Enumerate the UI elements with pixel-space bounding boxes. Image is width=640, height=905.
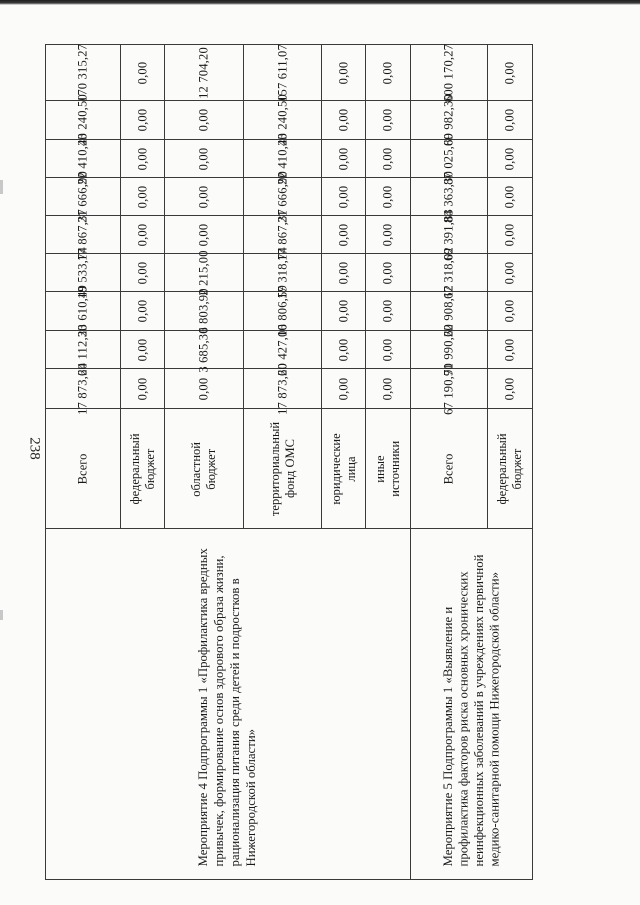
- table-cell: 69 391,83: [411, 216, 488, 254]
- table-cell: 0,00: [366, 45, 411, 101]
- table-cell: 22 410,40: [46, 140, 121, 178]
- table-cell: 6 803,90: [165, 292, 244, 331]
- table-cell: 157 611,07: [244, 45, 322, 101]
- measure-title-cell: [411, 529, 533, 880]
- table-cell: 0,00: [366, 178, 411, 216]
- table-cell: 23 610,49: [46, 292, 121, 331]
- table-cell: 23 240,50: [244, 101, 322, 140]
- source-cell: [121, 409, 165, 529]
- source-label: Всего: [75, 453, 90, 484]
- table-cell: 67 318,02: [411, 254, 488, 292]
- table-cell: 0,00: [121, 178, 165, 216]
- table-row: [46, 409, 533, 529]
- table-cell: 0,00: [121, 369, 165, 409]
- table-cell: 600 170,27: [411, 45, 488, 101]
- table-cell: 0,00: [165, 140, 244, 178]
- table-cell: 0,00: [165, 101, 244, 140]
- measure-5-title: Мероприятие 5 Подпрограммы 1 «Выявление и профилактика факторов риска основных хронических неинфекционных заболеваний в учреждениях первичной медико-санитарной помощи Нижегородской области»: [440, 554, 502, 867]
- scan-mark: [0, 180, 3, 194]
- table-cell: 17 873,60: [244, 369, 322, 409]
- measure-4-title: Мероприятие 4 Подпрограммы 1 «Профилактика вредных привычек, формирование основ здорового образа жизни, рационализация питания среди детей и подростков в Нижегородской области»: [196, 548, 258, 867]
- table-cell: 0,00: [366, 140, 411, 178]
- table-cell: 0,00: [488, 45, 533, 101]
- page-number: 238: [26, 437, 43, 460]
- table-cell: 0,00: [488, 101, 533, 140]
- table-cell: 2 215,00: [165, 254, 244, 292]
- table-cell: 0,00: [488, 369, 533, 409]
- table-cell: 0,00: [121, 254, 165, 292]
- table-cell: 71 990,20: [411, 331, 488, 369]
- table-cell: 0,00: [322, 45, 366, 101]
- table-cell: 17 867,37: [46, 216, 121, 254]
- table-cell: 0,00: [165, 369, 244, 409]
- source-cell: [165, 409, 244, 529]
- table-cell: 0,00: [322, 292, 366, 331]
- table-cell: 0,00: [322, 216, 366, 254]
- table-cell: 24 112,30: [46, 331, 121, 369]
- table-cell: 22 410,40: [244, 140, 322, 178]
- table-cell: 0,00: [488, 292, 533, 331]
- scan-mark: [0, 610, 3, 620]
- table-row: [46, 45, 533, 101]
- table-cell: 23 240,50: [46, 101, 121, 140]
- table-cell: 0,00: [121, 101, 165, 140]
- table-cell: 0,00: [366, 292, 411, 331]
- table-cell: 84 363,30: [411, 178, 488, 216]
- table-cell: 0,00: [121, 331, 165, 369]
- table-cell: 0,00: [322, 369, 366, 409]
- table-cell: 21 666,90: [244, 178, 322, 216]
- source-cell: [322, 409, 366, 529]
- source-label: Всего: [441, 453, 456, 484]
- source-label: федеральный бюджет: [494, 432, 524, 505]
- source-label: территориальный фонд ОМС: [267, 421, 297, 516]
- table-cell: 62 908,12: [411, 292, 488, 331]
- source-cell: [366, 409, 411, 529]
- table-row: [46, 529, 533, 880]
- table-cell: 0,00: [488, 254, 533, 292]
- table-cell: 12 704,20: [165, 45, 244, 101]
- table-cell: 0,00: [366, 216, 411, 254]
- table-cell: 17 873,60: [46, 369, 121, 409]
- table-cell: 20 427,00: [244, 331, 322, 369]
- table-cell: 17 318,74: [244, 254, 322, 292]
- table-cell: 17 867,37: [244, 216, 322, 254]
- table-cell: 0,00: [322, 140, 366, 178]
- table-cell: 21 666,90: [46, 178, 121, 216]
- table-cell: 19 533,74: [46, 254, 121, 292]
- table-cell: 170 315,27: [46, 45, 121, 101]
- measure-title-cell: [46, 529, 411, 880]
- source-label: областной бюджет: [188, 441, 218, 496]
- financing-table: [45, 44, 533, 880]
- table-cell: 3 685,30: [165, 331, 244, 369]
- table-cell: 0,00: [322, 254, 366, 292]
- table-cell: 0,00: [121, 140, 165, 178]
- table-cell: 0,00: [322, 178, 366, 216]
- source-cell: [46, 409, 121, 529]
- table-cell: 0,00: [488, 331, 533, 369]
- source-label: федеральный бюджет: [127, 432, 157, 505]
- source-cell: [411, 409, 488, 529]
- source-label: юридические лица: [328, 432, 358, 505]
- table-cell: 0,00: [121, 292, 165, 331]
- source-cell: [244, 409, 322, 529]
- table-cell: 16 806,59: [244, 292, 322, 331]
- table-cell: 0,00: [165, 178, 244, 216]
- table-cell: 0,00: [121, 45, 165, 101]
- source-label: иные источники: [372, 440, 402, 497]
- table-cell: 67 190,90: [411, 369, 488, 409]
- table-cell: 89 982,30: [411, 101, 488, 140]
- table-row: [46, 369, 533, 409]
- table-cell: 0,00: [322, 331, 366, 369]
- scan-top-edge: [0, 0, 640, 5]
- table-cell: 0,00: [366, 369, 411, 409]
- table-cell: 0,00: [488, 216, 533, 254]
- table-cell: 0,00: [366, 254, 411, 292]
- table-cell: 0,00: [121, 216, 165, 254]
- table-cell: 87 025,60: [411, 140, 488, 178]
- table-cell: 0,00: [366, 101, 411, 140]
- source-cell: [488, 409, 533, 529]
- table-cell: 0,00: [366, 331, 411, 369]
- table-cell: 0,00: [322, 101, 366, 140]
- table-cell: 0,00: [488, 140, 533, 178]
- table-cell: 0,00: [165, 216, 244, 254]
- table-cell: 0,00: [488, 178, 533, 216]
